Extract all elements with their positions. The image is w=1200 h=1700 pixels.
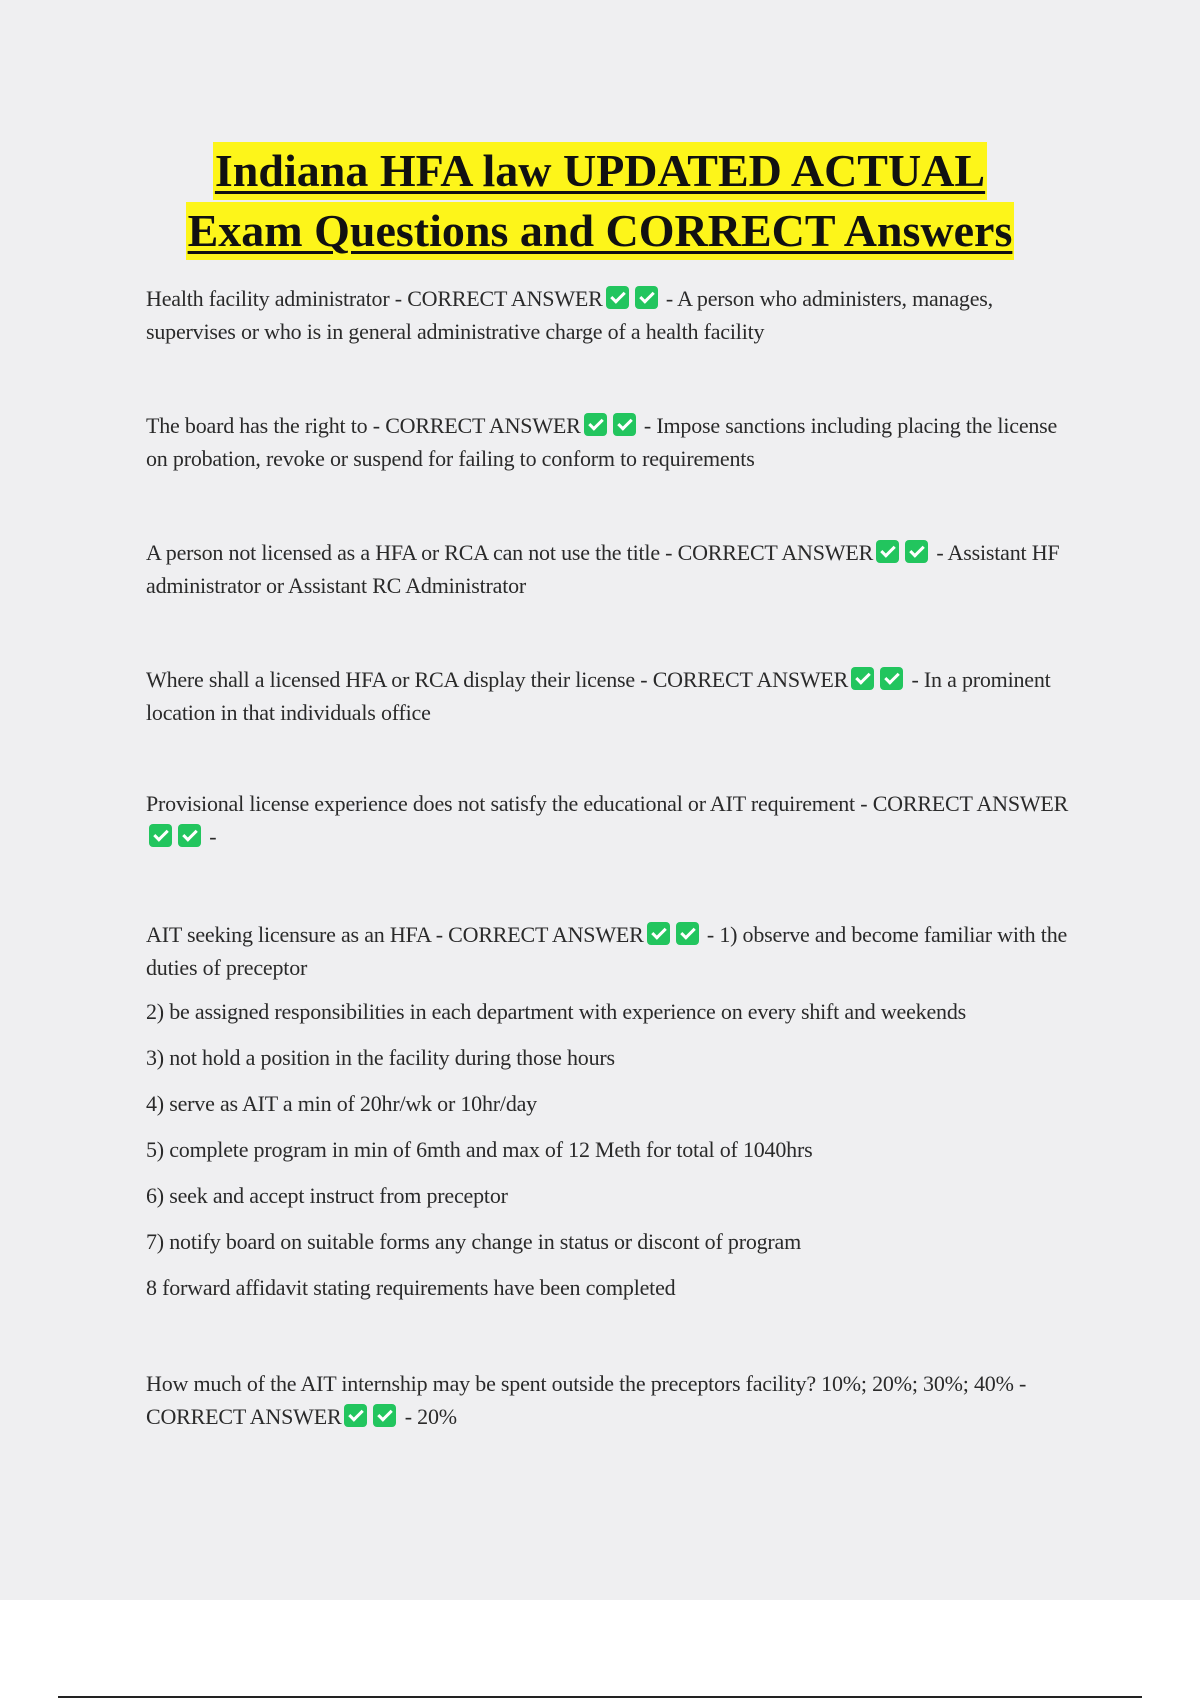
qa-item [146,409,1076,475]
correct-answer-label: CORRECT ANSWER [652,667,849,692]
check-mark-icon [344,1404,367,1427]
answer-text: - [204,824,217,849]
check-mark-icon [905,540,928,563]
check-mark-icon [851,667,874,690]
answer-text: - Assistant HF administrator or Assistant RC Administrator [146,540,1060,598]
requirement-item: 6) seek and accept instruct from preceptor [146,1183,508,1208]
requirement-item: 8 forward affidavit stating requirements have been completed [146,1275,676,1300]
document-title [0,142,1200,260]
check-mark-icon [880,667,903,690]
check-mark-icon [647,922,670,945]
correct-answer-label: CORRECT ANSWER [407,286,603,311]
qa-item [146,282,1076,348]
requirement-item: 2) be assigned responsibilities in each department with experience on every shift and weekends [146,999,966,1024]
qa-item [146,918,1076,1317]
requirement-item: 5) complete program in min of 6mth and max of 12 Meth for total of 1040hrs [146,1137,813,1162]
correct-answer-label: CORRECT ANSWER [146,1404,342,1429]
qa-item [146,536,1076,602]
question-text: Health facility administrator - [146,286,408,311]
qa-item [146,1367,1076,1433]
answer-text: - In a prominent location in that individuals office [146,667,1051,725]
title-line-1: Indiana HFA law UPDATED ACTUAL [213,142,987,200]
answer-text: - A person who administers, manages, supervises or who is in general administrative charge of a health facility [146,286,993,344]
check-mark-icon [584,413,607,436]
requirement-item: 7) notify board on suitable forms any change in status or discont of program [146,1229,802,1254]
answer-text: - Impose sanctions including placing the license on probation, revoke or suspend for failing to conform to requirements [146,413,1058,471]
check-mark-icon [606,286,629,309]
question-text: The board has the right to - [146,413,386,438]
check-mark-icon [149,824,172,847]
check-mark-icon [373,1404,396,1427]
correct-answer-label: CORRECT ANSWER [677,540,874,565]
question-text: A person not licensed as a HFA or RCA can not use the title - [146,540,678,565]
answer-text: - 20% [399,1404,457,1429]
question-text: Provisional license experience does not satisfy the educational or AIT requirement - [146,791,873,816]
check-mark-icon [876,540,899,563]
check-mark-icon [178,824,201,847]
correct-answer-label: CORRECT ANSWER [448,922,644,947]
check-mark-icon [676,922,699,945]
requirements-list [146,995,1076,1304]
requirement-item: 4) serve as AIT a min of 20hr/wk or 10hr/day [146,1091,537,1116]
qa-item [146,663,1076,729]
question-text: Where shall a licensed HFA or RCA display their license - [146,667,653,692]
page-divider [58,1696,1142,1698]
question-text: AIT seeking licensure as an HFA - [146,922,449,947]
answer-text: - 1) observe and become familiar with the duties of preceptor [146,922,1068,980]
question-text: How much of the AIT internship may be spent outside the preceptors facility? 10%; 20%; 30%; 40% - [146,1371,1027,1396]
correct-answer-label: CORRECT ANSWER [872,791,1069,816]
check-mark-icon [613,413,636,436]
correct-answer-label: CORRECT ANSWER [385,413,581,438]
title-line-2: Exam Questions and CORRECT Answers [186,202,1015,260]
requirement-item: 3) not hold a position in the facility during those hours [146,1045,615,1070]
check-mark-icon [635,286,658,309]
qa-item [146,787,1076,853]
